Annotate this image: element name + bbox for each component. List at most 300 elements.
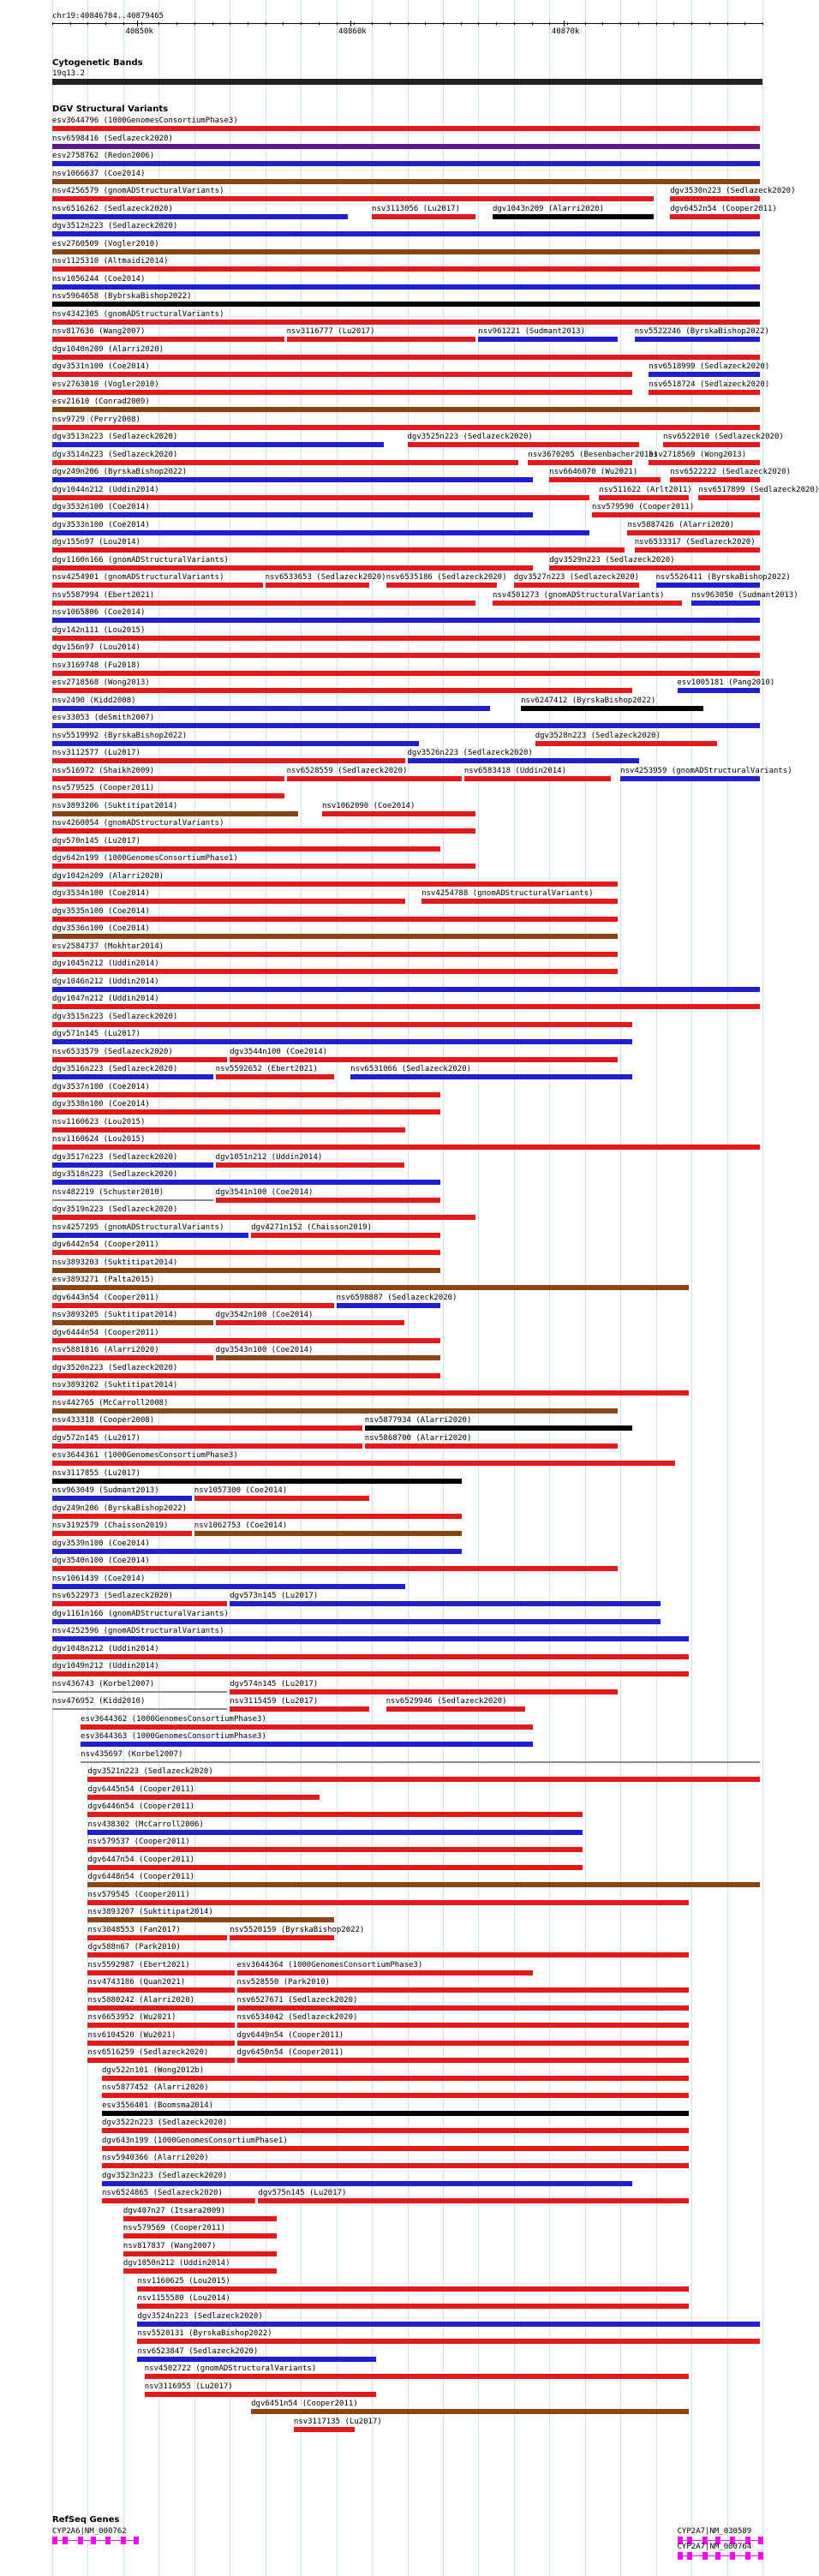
sv-label[interactable]: nsv6527671 (Sedlazeck2020) <box>236 1995 358 2005</box>
gene-exon[interactable] <box>745 2552 750 2560</box>
sv-label[interactable]: nsv6522973 (Sedlazeck2020) <box>52 1592 173 1600</box>
sv-bar[interactable] <box>137 2357 376 2362</box>
sv-label[interactable]: dgv3541n100 (Coe2014) <box>215 1187 314 1197</box>
sv-bar[interactable] <box>52 337 284 342</box>
sv-label[interactable]: nsv511622 (Arlt2011) <box>599 485 692 494</box>
sv-bar[interactable] <box>52 266 760 272</box>
sv-bar[interactable] <box>52 1180 440 1185</box>
sv-label[interactable]: esv2718569 (Wong2013) <box>649 450 747 459</box>
sv-label[interactable]: dgv3521n223 (Sedlazeck2020) <box>87 1767 213 1776</box>
sv-label[interactable]: nsv482219 (Schuster2010) <box>52 1187 164 1197</box>
sv-label[interactable]: dgv6450n54 (Cooper2011) <box>236 2048 344 2057</box>
sv-label[interactable]: dgv1045n212 (Uddin2014) <box>52 959 159 968</box>
sv-label[interactable]: dgv1161n166 (gnomADStructuralVariants) <box>52 1609 229 1618</box>
sv-bar[interactable] <box>337 1303 440 1308</box>
sv-label[interactable]: nsv6104520 (Wu2021) <box>87 2030 176 2040</box>
sv-label[interactable]: nsv579525 (Cooper2011) <box>52 784 155 792</box>
sv-bar[interactable] <box>52 758 405 763</box>
sv-label[interactable]: dgv3524n223 (Sedlazeck2020) <box>137 2311 263 2321</box>
sv-label[interactable]: nsv5592987 (Ebert2021) <box>87 1960 190 1969</box>
sv-bar[interactable] <box>656 583 760 588</box>
sv-label[interactable]: esv2760509 (Vogler2010) <box>52 239 159 248</box>
sv-bar[interactable] <box>87 2058 234 2063</box>
sv-label[interactable]: dgv3535n100 (Coe2014) <box>52 906 150 916</box>
sv-label[interactable]: nsv963049 (Sudmant2013) <box>52 1486 159 1495</box>
sv-label[interactable]: dgv3533n100 (Coe2014) <box>52 520 150 529</box>
sv-bar[interactable] <box>230 1601 661 1606</box>
sv-label[interactable]: esv3893271 (Palta2015) <box>52 1276 155 1284</box>
sv-label[interactable]: dgv571n145 (Lu2017) <box>52 1030 140 1038</box>
sv-bar[interactable] <box>52 636 760 641</box>
sv-label[interactable]: nsv6533579 (Sedlazeck2020) <box>52 1047 173 1056</box>
sv-bar[interactable] <box>52 846 440 852</box>
sv-bar[interactable] <box>216 1198 440 1203</box>
sv-bar[interactable] <box>52 1390 689 1396</box>
sv-label[interactable]: nsv5964658 (BybrskaBishop2022) <box>52 292 192 301</box>
sv-bar[interactable] <box>52 1373 440 1378</box>
sv-label[interactable]: dgv3529n223 (Sedlazeck2020) <box>549 555 675 565</box>
sv-bar[interactable] <box>145 2374 689 2379</box>
sv-bar[interactable] <box>322 811 475 816</box>
gene-exon[interactable] <box>91 2537 96 2544</box>
sv-bar[interactable] <box>52 741 419 746</box>
sv-label[interactable]: nsv4252596 (gnomADStructuralVariants) <box>52 1627 224 1635</box>
sv-label[interactable]: dgv1047n212 (Uddin2014) <box>52 995 159 1003</box>
sv-label[interactable]: dgv3522n223 (Sedlazeck2020) <box>102 2119 228 2127</box>
sv-label[interactable]: dgv3539n100 (Coe2014) <box>52 1539 150 1548</box>
sv-bar[interactable] <box>52 1601 227 1606</box>
sv-bar[interactable] <box>365 1425 632 1431</box>
sv-bar[interactable] <box>52 1636 689 1641</box>
sv-label[interactable]: dgv3542n100 (Coe2014) <box>215 1311 314 1319</box>
sv-label[interactable]: dgv3518n223 (Sedlazeck2020) <box>52 1170 178 1179</box>
sv-bar[interactable] <box>87 1882 760 1887</box>
sv-label[interactable]: nsv1065806 (Coe2014) <box>52 608 146 617</box>
sv-bar[interactable] <box>52 1461 675 1466</box>
sv-bar[interactable] <box>649 372 760 377</box>
sv-bar[interactable] <box>87 1970 234 1975</box>
sv-bar[interactable] <box>464 776 611 781</box>
sv-bar[interactable] <box>52 477 533 482</box>
sv-bar[interactable] <box>535 741 718 746</box>
sv-label[interactable]: nsv6518724 (Sedlazeck2020) <box>649 380 770 389</box>
gene-exon[interactable] <box>134 2537 139 2544</box>
sv-bar[interactable] <box>670 477 760 482</box>
sv-bar[interactable] <box>87 1952 689 1957</box>
sv-bar[interactable] <box>52 1425 362 1431</box>
sv-bar[interactable] <box>635 337 760 342</box>
sv-bar[interactable] <box>237 2058 690 2063</box>
sv-label[interactable]: nsv4501273 (gnomADStructuralVariants) <box>492 590 665 600</box>
sv-bar[interactable] <box>81 1761 760 1763</box>
sv-bar[interactable] <box>52 952 618 957</box>
sv-label[interactable]: nsv1155580 (Lou2014) <box>137 2294 230 2303</box>
sv-bar[interactable] <box>592 512 760 517</box>
sv-bar[interactable] <box>52 512 533 517</box>
sv-label[interactable]: nsv9729 (Perry2008) <box>52 415 140 424</box>
sv-label[interactable]: nsv5887426 (Alarri2020) <box>627 520 735 529</box>
sv-bar[interactable] <box>386 583 498 588</box>
sv-label[interactable]: esv21610 (Conrad2009) <box>52 397 150 406</box>
sv-bar[interactable] <box>52 161 760 166</box>
sv-bar[interactable] <box>87 1795 320 1800</box>
sv-label[interactable]: nsv5881816 (Alarri2020) <box>52 1346 159 1354</box>
sv-label[interactable]: nsv6646070 (Wu2021) <box>549 468 638 476</box>
sv-label[interactable]: nsv6517899 (Sedlazeck2020) <box>698 485 819 494</box>
sv-label[interactable]: nsv1056244 (Coe2014) <box>52 274 146 284</box>
sv-label[interactable]: dgv6442n54 (Cooper2011) <box>52 1240 159 1249</box>
sv-bar[interactable] <box>635 547 760 553</box>
sv-bar[interactable] <box>52 249 760 254</box>
sv-bar[interactable] <box>408 758 640 763</box>
sv-label[interactable]: esv3644364 (1000GenomesConsortiumPhase3) <box>236 1960 423 1969</box>
sv-bar[interactable] <box>52 355 760 360</box>
sv-bar[interactable] <box>216 1320 405 1325</box>
sv-label[interactable]: dgv3519n223 (Sedlazeck2020) <box>52 1205 178 1214</box>
sv-label[interactable]: nsv6524865 (Sedlazeck2020) <box>102 2189 223 2197</box>
sv-label[interactable]: nsv4257295 (gnomADStructuralVariants) <box>52 1222 224 1232</box>
sv-label[interactable]: dgv3543n100 (Coe2014) <box>215 1346 314 1354</box>
sv-label[interactable]: esv2763010 (Vogler2010) <box>52 380 159 389</box>
sv-label[interactable]: dgv1051n212 (Uddin2014) <box>215 1152 323 1162</box>
sv-bar[interactable] <box>528 460 631 465</box>
sv-bar[interactable] <box>514 583 639 588</box>
sv-label[interactable]: dgv1042n209 (Alarri2020) <box>52 871 164 881</box>
sv-bar[interactable] <box>52 1355 213 1360</box>
sv-bar[interactable] <box>87 1830 582 1835</box>
sv-bar[interactable] <box>230 1706 369 1712</box>
sv-label[interactable]: nsv579590 (Cooper2011) <box>592 503 695 511</box>
sv-label[interactable]: dgv3540n100 (Coe2014) <box>52 1557 150 1565</box>
sv-label[interactable]: nsv6522222 (Sedlazeck2020) <box>670 468 792 476</box>
sv-bar[interactable] <box>87 2005 234 2011</box>
sv-label[interactable]: dgv1046n212 (Uddin2014) <box>52 977 159 986</box>
sv-label[interactable]: dgv142n111 (Lou2015) <box>52 625 146 635</box>
sv-bar[interactable] <box>137 2339 760 2344</box>
sv-bar[interactable] <box>287 776 462 781</box>
sv-bar[interactable] <box>52 1619 661 1624</box>
sv-bar[interactable] <box>87 1777 760 1782</box>
sv-label[interactable]: dgv1049n212 (Uddin2014) <box>52 1662 159 1671</box>
sv-label[interactable]: nsv1062090 (Coe2014) <box>322 801 415 810</box>
sv-bar[interactable] <box>287 337 476 342</box>
sv-bar[interactable] <box>52 882 618 887</box>
sv-label[interactable]: nsv817837 (Wang2007) <box>123 2241 217 2250</box>
sv-bar[interactable] <box>145 2392 377 2397</box>
sv-label[interactable]: nsv3670205 (Besenbacher2015) <box>528 450 659 459</box>
sv-label[interactable]: esv2584737 (Mokhtar2014) <box>52 941 164 951</box>
sv-label[interactable]: nsv6516262 (Sedlazeck2020) <box>52 204 173 213</box>
sv-label[interactable]: nsv438302 (McCarroll2006) <box>87 1820 204 1829</box>
sv-label[interactable]: dgv3517n223 (Sedlazeck2020) <box>52 1152 178 1162</box>
cytogenetic-band[interactable] <box>52 79 762 85</box>
sv-label[interactable]: nsv3112577 (Lu2017) <box>52 749 140 757</box>
sv-bar[interactable] <box>102 2128 689 2133</box>
sv-label[interactable]: nsv3893205 (Suktitipat2014) <box>52 1311 178 1319</box>
sv-bar[interactable] <box>52 179 760 184</box>
sv-label[interactable]: dgv1040n209 (Alarri2020) <box>52 344 164 354</box>
sv-label[interactable]: nsv442765 (McCarroll2008) <box>52 1398 169 1408</box>
sv-label[interactable]: dgv407n27 (Itsara2009) <box>123 2206 226 2215</box>
sv-label[interactable]: dgv1048n212 (Uddin2014) <box>52 1644 159 1653</box>
sv-label[interactable]: nsv3116955 (Lu2017) <box>144 2382 233 2391</box>
sv-bar[interactable] <box>52 723 760 728</box>
sv-bar[interactable] <box>52 1145 760 1150</box>
sv-bar[interactable] <box>52 1303 334 1308</box>
sv-bar[interactable] <box>52 1584 405 1589</box>
sv-bar[interactable] <box>52 1691 227 1693</box>
sv-label[interactable]: dgv155n97 (Lou2014) <box>52 538 140 547</box>
sv-bar[interactable] <box>549 565 760 571</box>
sv-label[interactable]: nsv3169748 (Fu2018) <box>52 660 140 670</box>
sv-bar[interactable] <box>493 214 654 219</box>
sv-label[interactable]: nsv1160623 (Lou2015) <box>52 1117 146 1127</box>
sv-bar[interactable] <box>237 2005 690 2011</box>
sv-bar[interactable] <box>620 776 760 781</box>
sv-bar[interactable] <box>52 1531 192 1536</box>
sv-bar[interactable] <box>52 1233 248 1238</box>
gene-exon[interactable] <box>105 2537 111 2544</box>
sv-bar[interactable] <box>408 442 640 447</box>
gene-exon[interactable] <box>63 2537 68 2544</box>
sv-bar[interactable] <box>493 601 682 606</box>
sv-label[interactable]: nsv1061439 (Coe2014) <box>52 1574 146 1583</box>
gene-label[interactable]: CYP2A6|NM_000762 <box>52 2527 127 2536</box>
sv-bar[interactable] <box>52 1671 689 1676</box>
sv-label[interactable]: dgv522n101 (Wong2012b) <box>102 2065 205 2075</box>
sv-label[interactable]: nsv6518999 (Sedlazeck2020) <box>649 362 770 371</box>
sv-label[interactable]: dgv3516n223 (Sedlazeck2020) <box>52 1065 178 1073</box>
sv-label[interactable]: nsv3117135 (Lu2017) <box>293 2417 382 2426</box>
sv-label[interactable]: nsv5522246 (ByrskaBishop2022) <box>634 327 769 336</box>
gene-exon[interactable] <box>758 2552 763 2560</box>
sv-label[interactable]: nsv1160625 (Lou2015) <box>137 2276 230 2286</box>
gene-label[interactable]: CYP2A7|NM_000764 <box>677 2543 752 2551</box>
sv-label[interactable]: dgv573n145 (Lu2017) <box>230 1592 319 1600</box>
sv-label[interactable]: dgv3530n223 (Sedlazeck2020) <box>670 187 796 195</box>
sv-bar[interactable] <box>216 1162 405 1168</box>
sv-label[interactable]: nsv6535186 (Sedlazeck2020) <box>386 573 507 582</box>
sv-label[interactable]: nsv3192579 (Chaisson2019) <box>52 1521 169 1530</box>
sv-label[interactable]: esv3556401 (Boomsma2014) <box>102 2101 214 2110</box>
sv-bar[interactable] <box>237 2023 690 2028</box>
sv-bar[interactable] <box>52 1074 213 1079</box>
sv-label[interactable]: nsv3893206 (Suktitipat2014) <box>52 801 178 810</box>
sv-bar[interactable] <box>123 2233 277 2238</box>
sv-bar[interactable] <box>52 407 760 412</box>
sv-bar[interactable] <box>102 2163 689 2168</box>
sv-bar[interactable] <box>102 2198 255 2203</box>
sv-bar[interactable] <box>52 1215 475 1220</box>
sv-label[interactable]: dgv6443n54 (Cooper2011) <box>52 1293 159 1302</box>
sv-label[interactable]: nsv6247412 (ByrskaBishop2022) <box>521 696 656 705</box>
sv-bar[interactable] <box>478 337 618 342</box>
sv-bar[interactable] <box>123 2268 277 2274</box>
sv-bar[interactable] <box>599 495 689 500</box>
sv-label[interactable]: dgv6452n54 (Cooper2011) <box>670 204 777 213</box>
sv-label[interactable]: nsv3117855 (Lu2017) <box>52 1468 140 1478</box>
sv-bar[interactable] <box>670 196 760 201</box>
sv-bar[interactable] <box>102 2146 689 2151</box>
sv-label[interactable]: nsv5880242 (Alarri2020) <box>87 1995 195 2005</box>
sv-label[interactable]: dgv3523n223 (Sedlazeck2020) <box>102 2171 228 2180</box>
sv-label[interactable]: dgv6445n54 (Cooper2011) <box>87 1784 195 1794</box>
sv-bar[interactable] <box>216 1355 440 1360</box>
sv-bar[interactable] <box>52 934 618 939</box>
sv-label[interactable]: nsv5520131 (ByrskaBishop2022) <box>137 2329 272 2338</box>
sv-bar[interactable] <box>52 1092 440 1097</box>
sv-bar[interactable] <box>649 390 760 395</box>
sv-bar[interactable] <box>52 442 384 447</box>
sv-label[interactable]: nsv579569 (Cooper2011) <box>123 2224 226 2232</box>
sv-label[interactable]: dgv643n199 (1000GenomesConsortiumPhase1) <box>102 2136 288 2145</box>
sv-bar[interactable] <box>52 1496 192 1501</box>
sv-label[interactable]: nsv476952 (Kidd2010) <box>52 1697 146 1706</box>
sv-bar[interactable] <box>627 530 760 535</box>
sv-bar[interactable] <box>52 1268 440 1273</box>
sv-label[interactable]: nsv4253959 (gnomADStructuralVariants) <box>620 766 792 775</box>
sv-bar[interactable] <box>52 1566 618 1571</box>
sv-label[interactable]: esv3644363 (1000GenomesConsortiumPhase3) <box>81 1732 266 1741</box>
sv-bar[interactable] <box>52 828 475 834</box>
sv-label[interactable]: dgv3515n223 (Sedlazeck2020) <box>52 1012 178 1021</box>
gene-exon[interactable] <box>715 2552 720 2560</box>
sv-label[interactable]: nsv6528559 (Sedlazeck2020) <box>286 766 408 775</box>
sv-label[interactable]: dgv6448n54 (Cooper2011) <box>87 1873 195 1881</box>
sv-bar[interactable] <box>52 144 760 149</box>
gene-label[interactable]: CYP2A7|NM_030589 <box>677 2527 752 2536</box>
sv-label[interactable]: nsv435697 (Korbel2007) <box>81 1749 183 1759</box>
gene-exon[interactable] <box>78 2537 83 2544</box>
sv-bar[interactable] <box>649 460 760 465</box>
sv-label[interactable]: dgv3520n223 (Sedlazeck2020) <box>52 1363 178 1372</box>
sv-label[interactable]: dgv3528n223 (Sedlazeck2020) <box>535 731 661 740</box>
sv-bar[interactable] <box>678 688 760 693</box>
sv-label[interactable]: nsv5520159 (ByrskaBishop2022) <box>230 1925 365 1934</box>
sv-bar[interactable] <box>102 2181 632 2186</box>
sv-bar[interactable] <box>123 2216 277 2221</box>
sv-bar[interactable] <box>102 2093 689 2098</box>
sv-label[interactable]: dgv574n145 (Lu2017) <box>230 1679 319 1688</box>
sv-bar[interactable] <box>52 1162 213 1168</box>
sv-label[interactable]: nsv6533653 (Sedlazeck2020) <box>265 573 386 582</box>
sv-bar[interactable] <box>52 706 490 711</box>
sv-label[interactable]: nsv6598416 (Sedlazeck2020) <box>52 134 173 143</box>
sv-bar[interactable] <box>52 372 632 377</box>
sv-bar[interactable] <box>52 653 760 658</box>
sv-label[interactable]: nsv3115459 (Lu2017) <box>230 1697 319 1706</box>
sv-label[interactable]: nsv5592652 (Ebert2021) <box>215 1065 318 1073</box>
sv-bar[interactable] <box>52 126 760 131</box>
sv-bar[interactable] <box>81 1742 533 1747</box>
sv-label[interactable]: nsv5526411 (ByrskaBishop2022) <box>655 573 791 582</box>
sv-bar[interactable] <box>52 671 760 676</box>
sv-bar[interactable] <box>52 1408 618 1414</box>
sv-label[interactable]: dgv588n67 (Park2010) <box>87 1943 181 1951</box>
sv-bar[interactable] <box>230 1935 333 1940</box>
sv-bar[interactable] <box>87 1865 582 1870</box>
sv-bar[interactable] <box>52 1285 689 1290</box>
sv-label[interactable]: nsv2490 (Kidd2008) <box>52 696 136 705</box>
sv-label[interactable]: dgv3513n223 (Sedlazeck2020) <box>52 433 178 441</box>
sv-bar[interactable] <box>52 1109 440 1115</box>
gene-exon[interactable] <box>678 2552 683 2560</box>
sv-label[interactable]: nsv4254901 (gnomADStructuralVariants) <box>52 573 224 582</box>
sv-label[interactable]: dgv6449n54 (Cooper2011) <box>236 2030 344 2040</box>
sv-bar[interactable] <box>137 2304 689 2309</box>
sv-bar[interactable] <box>52 776 284 781</box>
sv-bar[interactable] <box>52 1514 462 1519</box>
sv-bar[interactable] <box>52 811 298 816</box>
sv-label[interactable]: nsv436743 (Korbel2007) <box>52 1679 155 1688</box>
sv-label[interactable]: nsv3893202 (Suktitipat2014) <box>52 1381 178 1390</box>
sv-label[interactable]: dgv3526n223 (Sedlazeck2020) <box>407 749 533 757</box>
sv-bar[interactable] <box>52 495 589 500</box>
sv-bar[interactable] <box>230 1057 618 1062</box>
sv-bar[interactable] <box>52 583 263 588</box>
sv-label[interactable]: dgv642n199 (1000GenomesConsortiumPhase1) <box>52 854 238 863</box>
sv-label[interactable]: esv3644362 (1000GenomesConsortiumPhase3) <box>81 1714 266 1724</box>
sv-label[interactable]: dgv3531n100 (Coe2014) <box>52 362 150 371</box>
sv-label[interactable]: nsv5519992 (ByrskaBishop2022) <box>52 731 188 740</box>
sv-label[interactable]: dgv3512n223 (Sedlazeck2020) <box>52 222 178 230</box>
gene-exon[interactable] <box>730 2552 735 2560</box>
sv-bar[interactable] <box>251 1233 440 1238</box>
sv-label[interactable]: nsv5940366 (Alarri2020) <box>102 2154 209 2162</box>
sv-bar[interactable] <box>52 390 632 395</box>
sv-bar[interactable] <box>52 1039 632 1044</box>
sv-bar[interactable] <box>350 1074 632 1079</box>
sv-label[interactable]: nsv516972 (Shaikh2009) <box>52 766 155 775</box>
sv-label[interactable]: dgv3538n100 (Coe2014) <box>52 1100 150 1109</box>
sv-bar[interactable] <box>52 425 760 430</box>
sv-label[interactable]: dgv3537n100 (Coe2014) <box>52 1082 150 1091</box>
sv-bar[interactable] <box>194 1531 462 1536</box>
sv-label[interactable]: nsv6531066 (Sedlazeck2020) <box>350 1065 472 1073</box>
sv-label[interactable]: nsv6529946 (Sedlazeck2020) <box>386 1697 507 1706</box>
sv-label[interactable]: nsv4256579 (gnomADStructuralVariants) <box>52 187 224 195</box>
gene-exon[interactable] <box>758 2537 763 2544</box>
sv-label[interactable]: nsv433318 (Cooper2008) <box>52 1416 155 1425</box>
sv-bar[interactable] <box>258 2198 689 2203</box>
sv-bar[interactable] <box>365 1443 618 1449</box>
sv-label[interactable]: esv3644361 (1000GenomesConsortiumPhase3) <box>52 1451 238 1460</box>
sv-label[interactable]: nsv6516259 (Sedlazeck2020) <box>87 2048 209 2057</box>
sv-bar[interactable] <box>52 1443 362 1449</box>
sv-label[interactable]: nsv1066637 (Coe2014) <box>52 169 146 178</box>
sv-label[interactable]: nsv3893203 (Suktitipat2014) <box>52 1258 178 1267</box>
sv-label[interactable]: esv3644796 (1000GenomesConsortiumPhase3) <box>52 117 238 125</box>
sv-label[interactable]: dgv3544n100 (Coe2014) <box>230 1047 328 1056</box>
sv-label[interactable]: dgv156n97 (Lou2014) <box>52 643 140 652</box>
sv-bar[interactable] <box>372 214 475 219</box>
sv-label[interactable]: dgv3534n100 (Coe2014) <box>52 889 150 898</box>
sv-label[interactable]: nsv6533317 (Sedlazeck2020) <box>634 538 756 547</box>
sv-label[interactable]: nsv961221 (Sudmant2013) <box>478 327 586 336</box>
sv-bar[interactable] <box>102 2111 689 2116</box>
sv-label[interactable]: dgv1160n166 (gnomADStructuralVariants) <box>52 555 229 565</box>
sv-label[interactable]: nsv817636 (Wang2007) <box>52 327 146 336</box>
sv-bar[interactable] <box>52 917 618 922</box>
sv-label[interactable]: nsv5868700 (Alarri2020) <box>364 1433 472 1443</box>
sv-label[interactable]: nsv3113056 (Lu2017) <box>372 204 460 213</box>
sv-bar[interactable] <box>52 547 625 553</box>
sv-label[interactable]: nsv4743186 (Quan2021) <box>87 1978 186 1987</box>
gene-exon[interactable] <box>52 2537 57 2544</box>
sv-bar[interactable] <box>52 1199 213 1201</box>
sv-label[interactable]: nsv4260054 (gnomADStructuralVariants) <box>52 819 224 828</box>
sv-label[interactable]: dgv1044n212 (Uddin2014) <box>52 485 159 494</box>
